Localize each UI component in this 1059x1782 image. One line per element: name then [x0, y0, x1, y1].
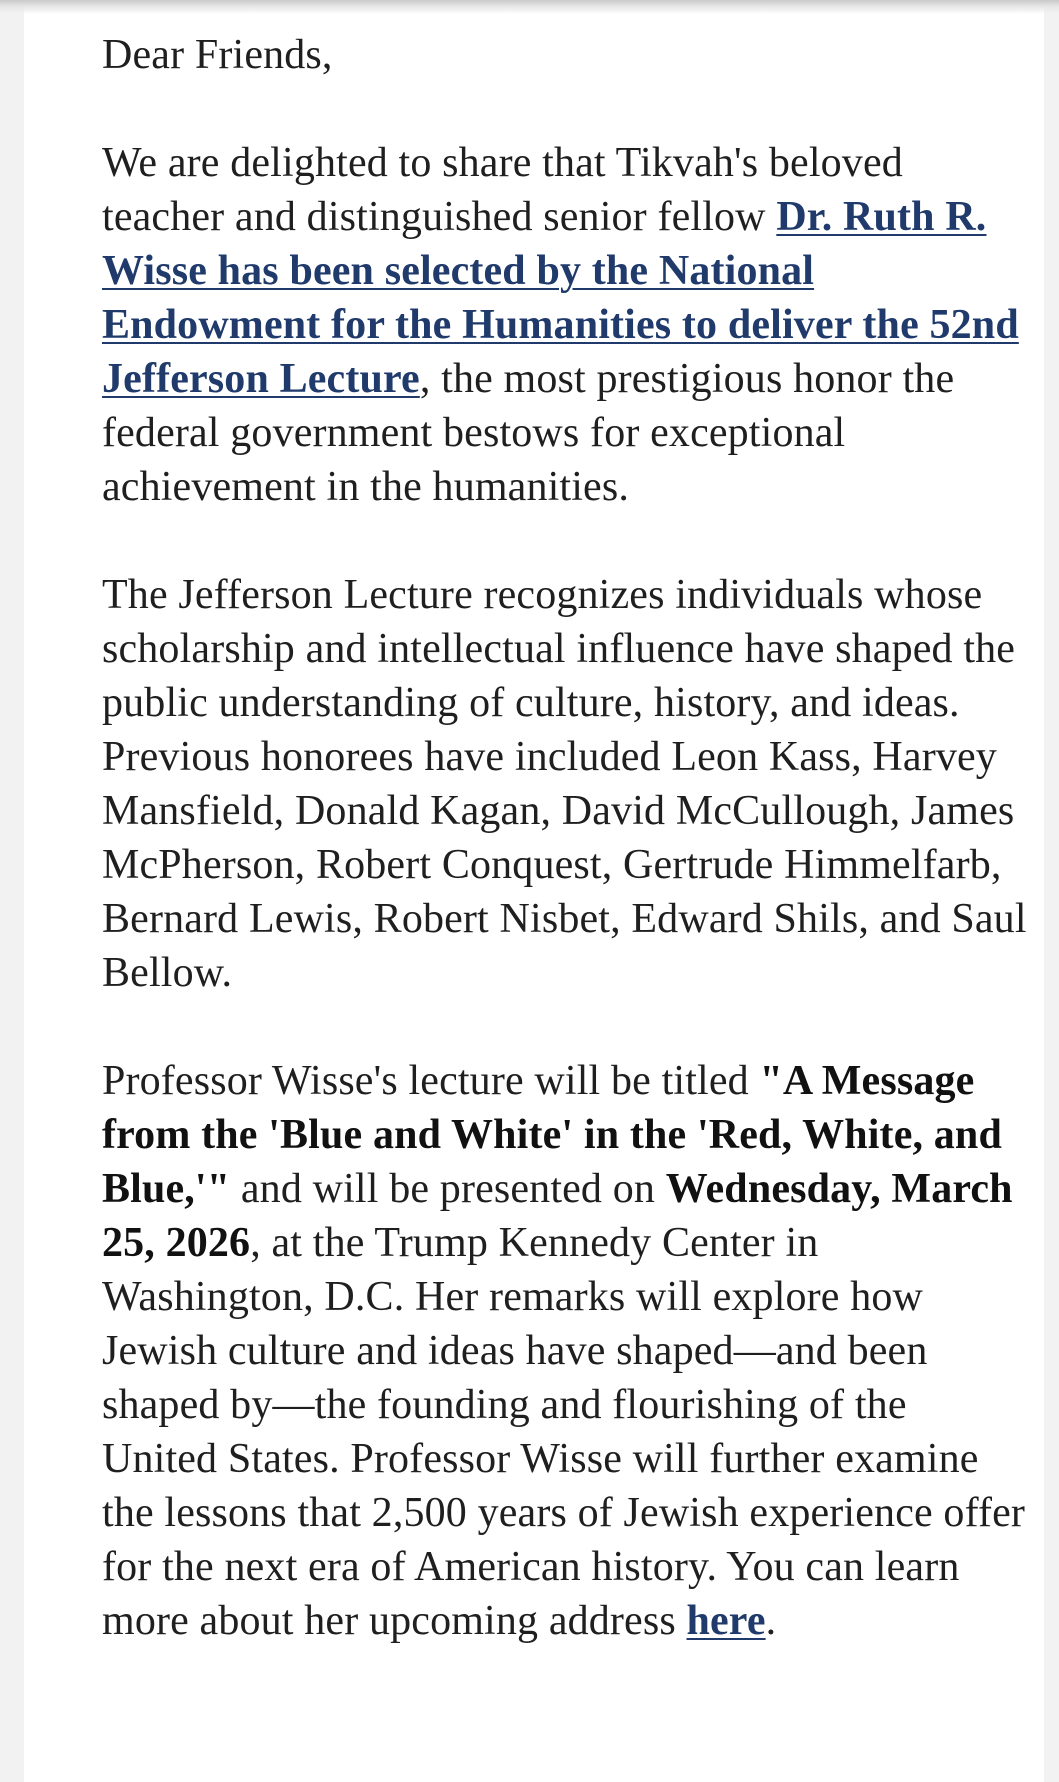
announcement-trailing-text: , the most prestigious honor the federal government bestows for exceptional achievement in the humanities.	[102, 356, 955, 510]
learn-more-here-link[interactable]: here	[686, 1598, 766, 1644]
paragraph-lecture-details	[102, 1054, 1027, 1648]
lecture-title: "A Message from the 'Blue and White' in the 'Red, White, and Blue,'"	[102, 1058, 1002, 1212]
email-card	[24, 0, 1044, 1782]
paragraph-jefferson-lecture: The Jefferson Lecture recognizes individuals whose scholarship and intellectual influence have shaped the public understanding of culture, history, and ideas. Previous honorees have included Leon Kass, Harvey Mansfield, Donald Kagan, David McCullough, James McPherson, Robert Conquest, Gertrude Himmelfarb, Bernard Lewis, Robert Nisbet, Edward Shils, and Saul Bellow.	[102, 572, 1027, 996]
email-body	[102, 28, 1027, 1648]
announcement-intro-text: We are delighted to share that Tikvah's beloved teacher and distinguished senior fellow	[102, 140, 903, 240]
lecture-end-punctuation: .	[765, 1598, 777, 1644]
top-shadow	[0, 0, 1059, 14]
lecture-intro-text: Professor Wisse's lecture will be titled	[102, 1058, 760, 1104]
lecture-date: Wednesday, March 25, 2026	[102, 1166, 1013, 1266]
jefferson-lecture-selection-link[interactable]: Dr. Ruth R. Wisse has been selected by the National Endowment for the Humanities to deliver the 52nd Jefferson Lecture	[102, 194, 1019, 402]
lecture-mid-text: and will be presented on	[230, 1166, 666, 1212]
paragraph-announcement	[102, 136, 1027, 514]
lecture-description-text: , at the Trump Kennedy Center in Washington, D.C. Her remarks will explore how Jewish culture and ideas have shaped—and been shaped by—the founding and flourishing of the United States. Professor Wisse will further examine the lessons that 2,500 years of Jewish experience offer for the next era of American history. You can learn more about her upcoming address	[102, 1220, 1026, 1644]
greeting: Dear Friends,	[102, 32, 333, 78]
